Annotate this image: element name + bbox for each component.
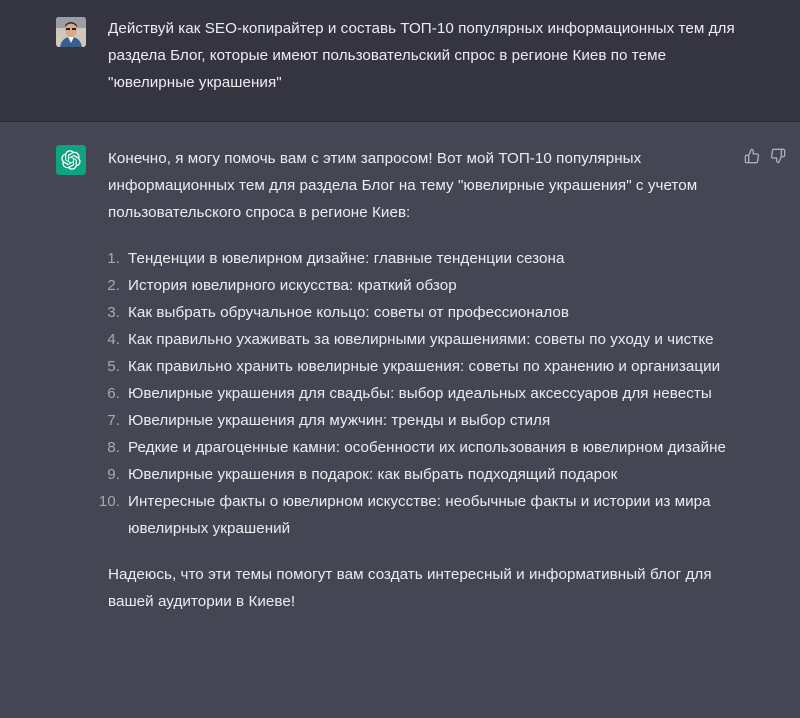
assistant-message xyxy=(0,122,800,718)
list-item xyxy=(108,353,748,380)
list-item-number: 9. xyxy=(107,466,120,483)
feedback-actions xyxy=(744,148,786,164)
assistant-avatar xyxy=(56,145,86,175)
list-item xyxy=(108,326,748,353)
list-item-number: 10. xyxy=(98,493,120,510)
openai-logo-icon xyxy=(61,150,81,170)
user-message xyxy=(0,0,800,122)
thumbs-up-icon[interactable] xyxy=(744,148,760,164)
list-item xyxy=(108,407,748,434)
assistant-intro: Конечно, я могу помочь вам с этим запросом! Вот мой ТОП-10 популярных информационных тем для раздела Блог на тему "ювелирные украшения" с учетом пользовательского спроса в регионе Киев: xyxy=(108,150,698,221)
list-item-text: Как правильно хранить ювелирные украшения: советы по хранению и организации xyxy=(128,358,721,375)
list-item xyxy=(108,299,748,326)
list-item-text: Ювелирные украшения для свадьбы: выбор идеальных аксессуаров для невесты xyxy=(128,385,712,402)
user-message-text: Действуй как SEO-копирайтер и составь ТОП-10 популярных информационных тем для раздела Блог, которые имеют пользовательский спрос в регионе Киев по теме "ювелирные украшения" xyxy=(108,20,735,91)
list-item xyxy=(108,272,748,299)
assistant-outro: Надеюсь, что эти темы помогут вам создать интересный и информативный блог для вашей аудитории в Киеве! xyxy=(108,566,712,610)
list-item-number: 2. xyxy=(107,277,120,294)
list-item-number: 7. xyxy=(107,412,120,429)
list-item-text: Ювелирные украшения в подарок: как выбрать подходящий подарок xyxy=(128,466,618,483)
list-item-number: 1. xyxy=(107,250,120,267)
list-item-number: 4. xyxy=(107,331,120,348)
list-item xyxy=(108,380,748,407)
assistant-message-content xyxy=(98,145,748,615)
list-item-text: Как выбрать обручальное кольцо: советы от профессионалов xyxy=(128,304,570,321)
list-item-number: 3. xyxy=(107,304,120,321)
list-item-text: История ювелирного искусства: краткий обзор xyxy=(128,277,457,294)
list-item xyxy=(108,434,748,461)
list-item-text: Тенденции в ювелирном дизайне: главные тенденции сезона xyxy=(128,250,565,267)
user-avatar xyxy=(56,17,86,47)
list-item-text: Как правильно ухаживать за ювелирными украшениями: советы по уходу и чистке xyxy=(128,331,714,348)
list-item-number: 8. xyxy=(107,439,120,456)
thumbs-down-icon[interactable] xyxy=(770,148,786,164)
list-item xyxy=(108,461,748,488)
list-item xyxy=(108,245,748,272)
list-item-text: Ювелирные украшения для мужчин: тренды и выбор стиля xyxy=(128,412,551,429)
list-item-text: Интересные факты о ювелирном искусстве: необычные факты и истории из мира ювелирных украшений xyxy=(128,493,711,537)
list-item-text: Редкие и драгоценные камни: особенности их использования в ювелирном дизайне xyxy=(128,439,727,456)
user-photo-icon xyxy=(56,17,86,47)
topic-list xyxy=(98,245,748,542)
list-item xyxy=(98,488,748,542)
list-item-number: 5. xyxy=(107,358,120,375)
list-item-number: 6. xyxy=(107,385,120,402)
